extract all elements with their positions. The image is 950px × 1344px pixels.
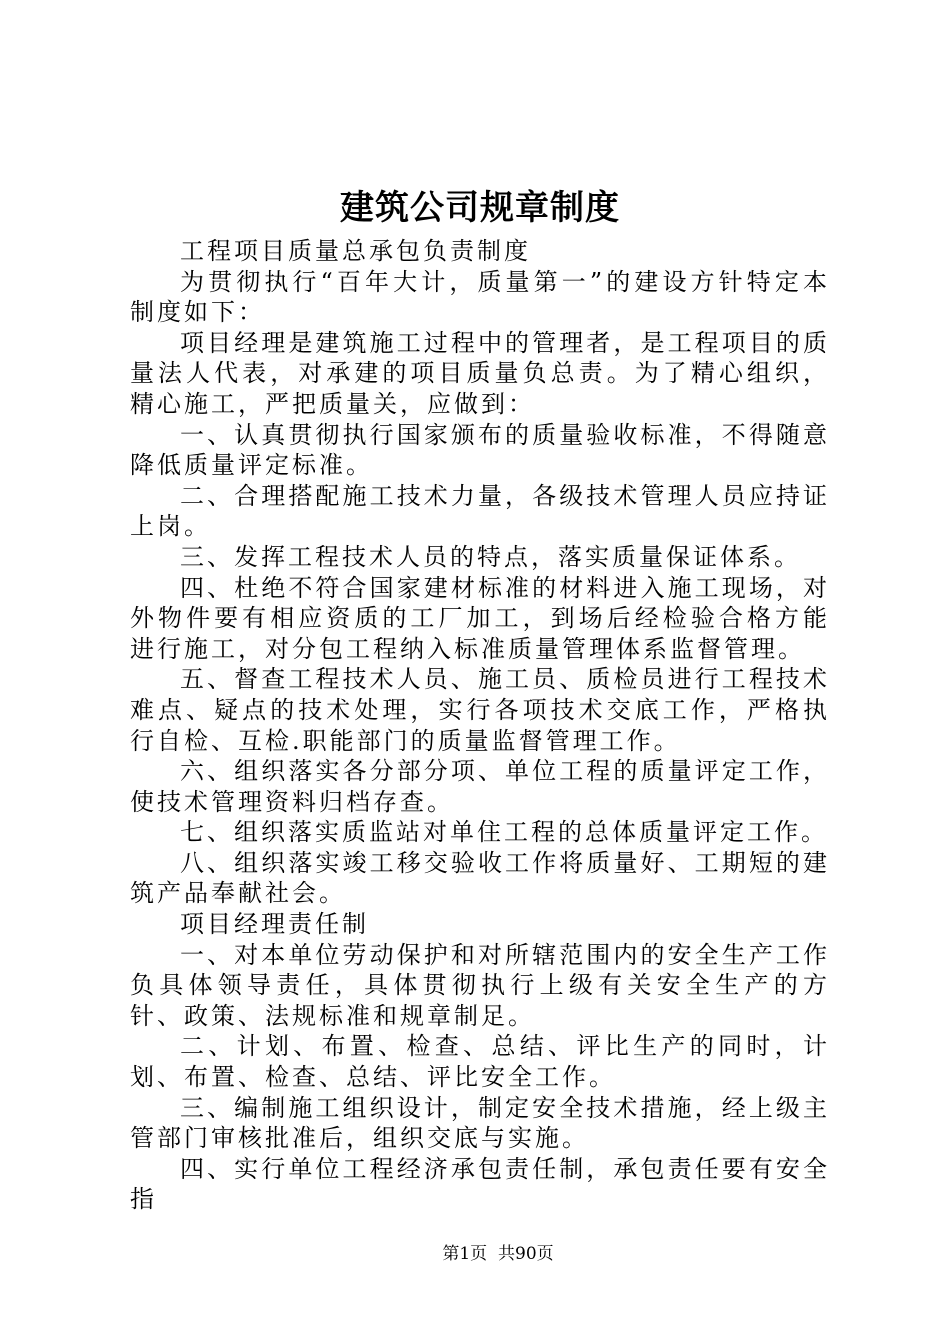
footer-gap <box>487 1244 498 1264</box>
paragraph: 三、编制施工组织设计，制定安全技术措施，经上级主管部门审核批准后，组织交底与实施。 <box>130 1093 830 1153</box>
paragraph: 一、认真贯彻执行国家颁布的质量验收标准，不得随意降低质量评定标准。 <box>130 420 830 480</box>
paragraph: 项目经理责任制 <box>180 910 369 939</box>
paragraph: 项目经理是建筑施工过程中的管理者，是工程项目的质量法人代表，对承建的项目质量负总责。为了精心组织，精心施工，严把质量关，应做到： <box>130 328 830 418</box>
page-footer <box>0 1242 950 1266</box>
paragraph: 六、组织落实各分部分项、单位工程的质量评定工作，使技术管理资料归档存查。 <box>130 757 830 816</box>
paragraph: 为贯彻执行“百年大计，质量第一”的建设方针特定本制度如下： <box>130 267 830 327</box>
paragraph: 二、计划、布置、检查、总结、评比生产的同时，计划、布置、检查、总结、评比安全工作。 <box>130 1032 830 1092</box>
paragraph: 七、组织落实质监站对单住工程的总体质量评定工作。 <box>180 818 828 847</box>
page-number: 第1页 <box>442 1244 488 1264</box>
document-title: 建筑公司规章制度 <box>340 188 620 228</box>
paragraph: 五、督查工程技术人员、施工员、质检员进行工程技术难点、疑点的技术处理，实行各项技术交底工作，严格执行自检、互检.职能部门的质量监督管理工作。 <box>130 665 830 755</box>
page-total: 共90页 <box>498 1244 554 1264</box>
paragraph: 四、杜绝不符合国家建材标准的材料进入施工现场，对外物件要有相应资质的工厂加工，到场后经检验合格方能进行施工，对分包工程纳入标准质量管理体系监督管理。 <box>130 573 830 663</box>
paragraph: 四、实行单位工程经济承包责任制，承包责任要有安全指 <box>130 1154 830 1214</box>
paragraph: 工程项目质量总承包负责制度 <box>180 237 531 265</box>
paragraph: 二、合理搭配施工技术力量，各级技术管理人员应持证上岗。 <box>130 481 830 541</box>
paragraph: 三、发挥工程技术人员的特点，落实质量保证体系。 <box>180 542 801 571</box>
paragraph: 一、对本单位劳动保护和对所辖范围内的安全生产工作负具体领导责任，具体贯彻执行上级有关安全生产的方针、政策、法规标准和规章制足。 <box>130 940 830 1030</box>
paragraph: 八、组织落实竣工移交验收工作将质量好、工期短的建筑产品奉献社会。 <box>130 848 830 908</box>
document-body <box>130 236 830 1215</box>
